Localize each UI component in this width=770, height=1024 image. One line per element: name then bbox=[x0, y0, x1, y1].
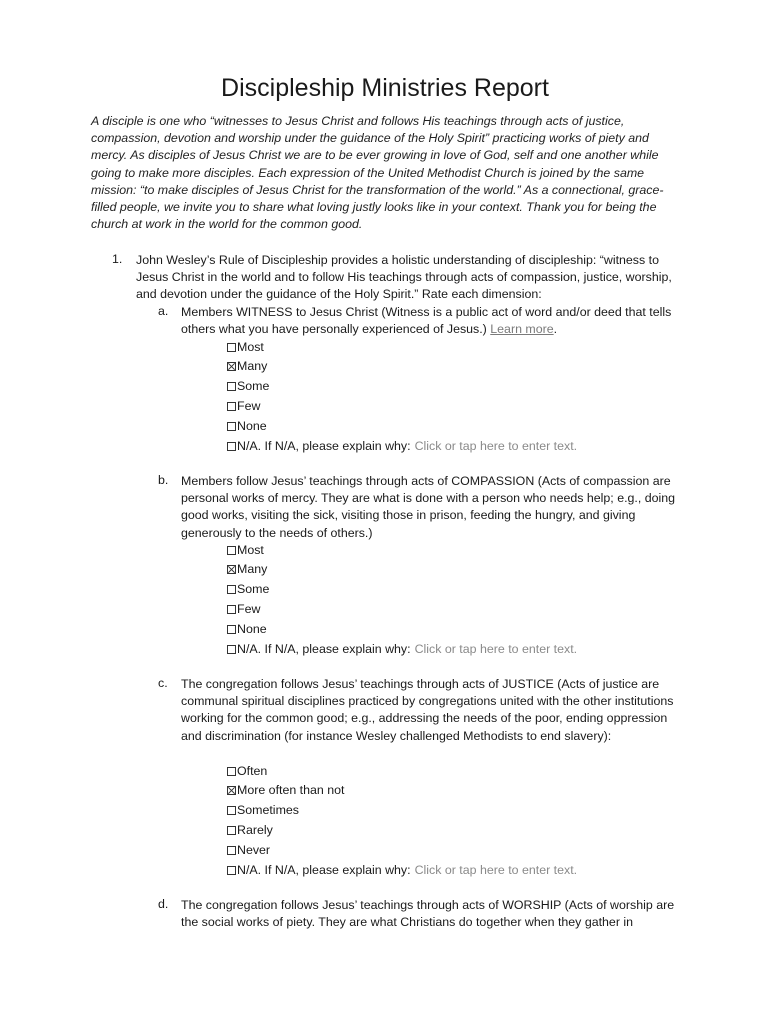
checkbox[interactable] bbox=[227, 605, 236, 614]
option-label: None bbox=[237, 419, 267, 433]
option-label: Never bbox=[237, 843, 271, 857]
option-row[interactable] bbox=[227, 842, 270, 858]
option-row[interactable] bbox=[227, 378, 269, 394]
option-label: Some bbox=[237, 379, 270, 393]
option-row[interactable] bbox=[227, 763, 267, 779]
sub-question-punct: . bbox=[553, 322, 558, 337]
option-label: Often bbox=[237, 764, 268, 778]
sub-question-letter: a. bbox=[158, 304, 169, 318]
sub-question-letter: b. bbox=[158, 473, 169, 487]
sub-question-letter: c. bbox=[158, 676, 168, 690]
option-label: Sometimes bbox=[237, 803, 299, 817]
checkbox-checked[interactable] bbox=[227, 565, 236, 574]
question-text: John Wesley’s Rule of Discipleship provides a holistic understanding of discipleship: “witness to Jesus Christ in the world and to follow His teachings through acts of compassion, justice, worship, and devotion under the guidance of the Holy Spirit.” Rate each dimension: bbox=[136, 253, 672, 302]
checkbox-checked[interactable] bbox=[227, 362, 236, 371]
checkbox[interactable] bbox=[227, 767, 236, 776]
explain-text-field[interactable]: Click or tap here to enter text. bbox=[414, 439, 578, 453]
option-label: Some bbox=[237, 582, 270, 596]
checkbox-checked[interactable] bbox=[227, 786, 236, 795]
option-row[interactable] bbox=[227, 822, 273, 838]
page-title: Discipleship Ministries Report bbox=[221, 74, 549, 102]
explain-text-field[interactable]: Click or tap here to enter text. bbox=[414, 642, 578, 656]
option-label: Rarely bbox=[237, 823, 273, 837]
option-row[interactable] bbox=[227, 601, 260, 617]
checkbox[interactable] bbox=[227, 343, 236, 352]
checkbox[interactable] bbox=[227, 826, 236, 835]
checkbox[interactable] bbox=[227, 806, 236, 815]
option-label: More often than not bbox=[237, 783, 345, 797]
option-label: Many bbox=[237, 562, 268, 576]
option-label: Few bbox=[237, 399, 261, 413]
option-label: Most bbox=[237, 543, 264, 557]
checkbox[interactable] bbox=[227, 866, 236, 875]
checkbox[interactable] bbox=[227, 625, 236, 634]
option-label: Most bbox=[237, 340, 264, 354]
option-row[interactable] bbox=[227, 561, 267, 577]
sub-question-text: Members WITNESS to Jesus Christ (Witness is a public act of word and/or deed that tells others what you have personally experienced of Jesus.) bbox=[181, 305, 672, 337]
sub-question-witness bbox=[181, 304, 691, 338]
checkbox[interactable] bbox=[227, 546, 236, 555]
checkbox[interactable] bbox=[227, 585, 236, 594]
option-row[interactable] bbox=[227, 438, 577, 454]
option-row[interactable] bbox=[227, 542, 264, 558]
checkbox[interactable] bbox=[227, 846, 236, 855]
checkbox[interactable] bbox=[227, 382, 236, 391]
option-label: N/A. If N/A, please explain why: bbox=[237, 642, 411, 656]
option-label: N/A. If N/A, please explain why: bbox=[237, 863, 411, 877]
option-row[interactable] bbox=[227, 358, 267, 374]
explain-text-field[interactable]: Click or tap here to enter text. bbox=[414, 863, 578, 877]
checkbox[interactable] bbox=[227, 442, 236, 451]
option-row[interactable] bbox=[227, 581, 269, 597]
checkbox[interactable] bbox=[227, 402, 236, 411]
option-label: Many bbox=[237, 359, 268, 373]
option-row[interactable] bbox=[227, 802, 299, 818]
sub-question-letter: d. bbox=[158, 897, 169, 911]
checkbox[interactable] bbox=[227, 422, 236, 431]
option-label: Few bbox=[237, 602, 261, 616]
option-label: N/A. If N/A, please explain why: bbox=[237, 439, 411, 453]
option-label: None bbox=[237, 622, 267, 636]
option-row[interactable] bbox=[227, 418, 267, 434]
sub-question-justice: The congregation follows Jesus’ teachings through acts of JUSTICE (Acts of justice are communal spiritual disciplines practiced by congregations united with the other institutions working for the common good; e.g., addressing the needs of the poor, ending oppression and discrimination (for instance Wesley challenged Methodists to end slavery): bbox=[181, 677, 674, 743]
checkbox[interactable] bbox=[227, 645, 236, 654]
question-number: 1. bbox=[112, 252, 123, 266]
option-row[interactable] bbox=[227, 862, 577, 878]
option-row[interactable] bbox=[227, 398, 260, 414]
option-row[interactable] bbox=[227, 641, 577, 657]
sub-question-worship: The congregation follows Jesus’ teachings through acts of WORSHIP (Acts of worship are the social works of piety. They are what Christians do together when they gather in bbox=[181, 898, 675, 930]
option-row[interactable] bbox=[227, 339, 264, 355]
sub-question-compassion: Members follow Jesus’ teachings through acts of COMPASSION (Acts of compassion are personal works of mercy. They are what is done with a person who needs help; e.g., doing good works, visiting the sick, visiting those in prison, feeding the hungry, and giving generously to the needs of others.) bbox=[181, 474, 676, 540]
option-row[interactable] bbox=[227, 621, 267, 637]
intro-paragraph: A disciple is one who “witnesses to Jesus Christ and follows His teachings through acts of justice, compassion, devotion and worship under the guidance of the Holy Spirit” practicing works of piety and mercy. As disciples of Jesus Christ we are to be ever growing in love of God, self and one another while going to make more disciples. Each expression of the United Methodist Church is joined by the same mission: “to make disciples of Jesus Christ for the transformation of the world.” As a connectional, grace-filled people, we invite you to share what loving justly looks like in your context. Thank you for being the church at work in the world for the common good. bbox=[91, 114, 664, 232]
learn-more-link[interactable]: Learn more bbox=[490, 322, 554, 337]
option-row[interactable] bbox=[227, 782, 344, 798]
